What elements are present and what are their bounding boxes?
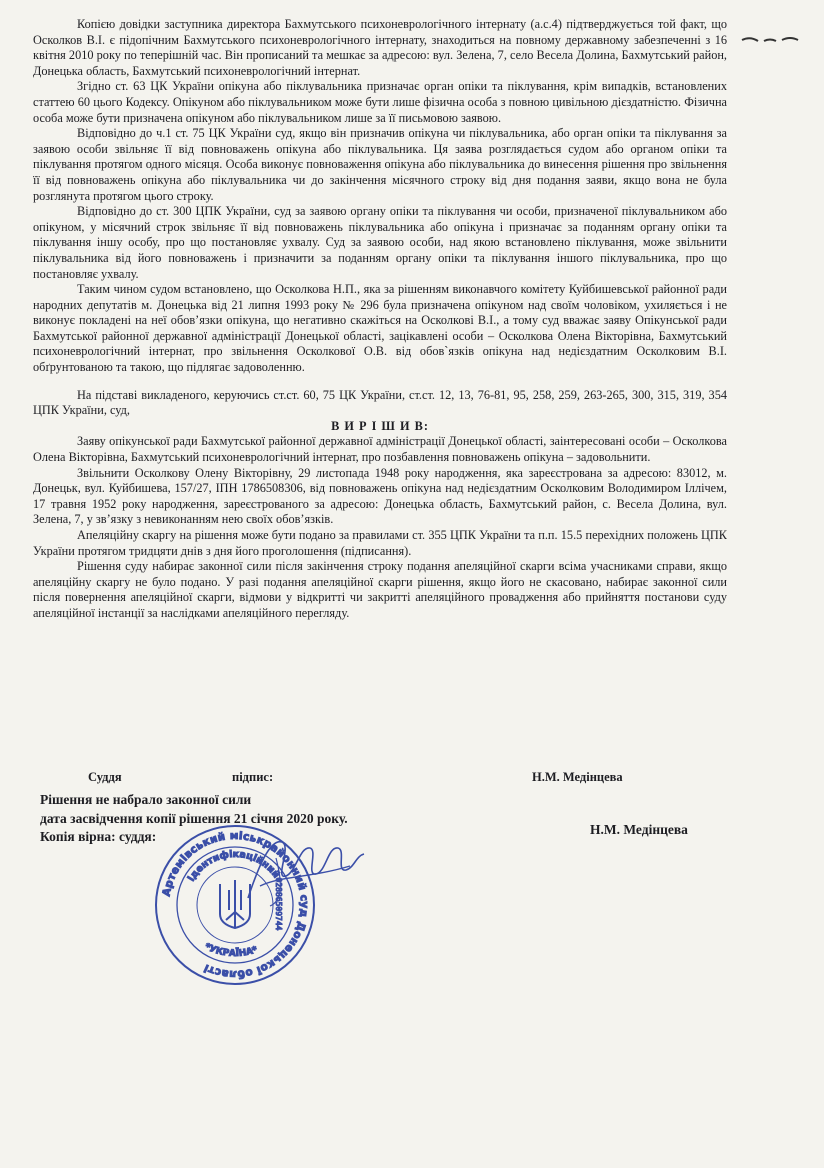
judge-name-copy: Н.М. Медінцева: [590, 822, 688, 837]
svg-text:*УКРАЇНА*: [203, 942, 259, 959]
paragraph-certificate: Копією довідки заступника директора Бахмутського психоневрологічного інтернату (а.с.4) підтверджується той факт, що Осколков В.І. є підопічним Бахмутського психоневрологічного інтернату, знаходиться на повному державному забезпеченні з 16 квітня 2010 року по теперішній час. Він прописаний та мешкає за адресою: вул. Зелена, 7, село Весела Долина, Бахмутський район, Донецька область, Бахмутський психоневрологічний інтернат.: [33, 17, 727, 78]
signature-label: підпис:: [232, 770, 274, 784]
not-in-force-note: Рішення не набрало законної сили: [40, 792, 252, 807]
decision-release: Звільнити Осколкову Олену Вікторівну, 29 листопада 1948 року народження, яка зареєстрована за адресою: 83012, м. Донецьк, вул. Куйбишева, 157/27, ІПН 1786508306, від повноважень опікуна над недієздатним Осколковим Володимиром Іллічем, 17 травня 1952 року народження, зареєстрованого за адресою: Донецька область, Бахмутський район, с. Весела Долина, вул. Зелена, 7, у зв’язку з невиконанням нею своїх обов’язків.: [33, 465, 727, 527]
paragraph-findings: Таким чином судом встановлено, що Осколкова Н.П., яка за рішенням виконавчого комітету Куйбишевської районної ради народних депутатів м. Донецька від 21 липня 1993 року № 296 була призначена опікуном над своїм чоловіком, ухиляється і не виконує покладені на неї обов’язки опікуна, що негативно скажіться на Осколкові В.І., а тому суд вважає заяву Опікунської ради Бахмутської районної державної адміністрації Донецької області, зацікавлені особи – Осколкова Олена Вікторівна, Бахмутський психоневрологічний інтернат, про звільнення Осколкової О.В. від обов`язків опікуна над недієздатним Осколковим В.І. обґрунтованою та такою, що підлягає задоволенню.: [33, 282, 727, 375]
decision-appeal: Апеляційну скаргу на рішення може бути подано за правилами ст. 355 ЦПК України та п.п. 15.5 перехідних положень ЦПК України протягом тридцяти днів з дня його проголошення (підписання).: [33, 528, 727, 558]
scan-artifact-mark: [740, 32, 800, 46]
stamp-inner-text: ідентифікаційний: [186, 848, 282, 884]
stamp-country-text: *УКРАЇНА*: [203, 942, 259, 960]
paragraph-art75: Відповідно до ч.1 ст. 75 ЦК України суд, якщо він призначив опікуна чи піклувальника, або орган опіки та піклування за заявою особи звільняє її від повноважень опікуна або піклувальника. Ця заява розглядається судом або органом опіки та піклування протягом одного місяця. Особа виконує повноваження опікуна або піклувальника до винесення рішення про звільнення її від повноважень опікуна або піклувальника чи до закінчення місячного строку від дня подання заяви, якщо вона не була розглянута протягом цього строку.: [33, 126, 727, 203]
copy-true-label: Копія вірна: суддя:: [40, 829, 157, 844]
verdict-heading: В И Р І Ш И В:: [331, 418, 429, 433]
paragraph-art63: Згідно ст. 63 ЦК України опікуна або піклувальника призначає орган опіки та піклування, крім випадків, встановлених статтею 60 цього Кодексу. Опікуном або піклувальником може бути лише фізична особа з повною цивільною дієздатністю. Фізична особа може бути призначена опікуном або піклувальником лише за її письмовою заявою.: [33, 79, 727, 125]
judge-label: Суддя: [88, 770, 122, 784]
document-body: [33, 17, 727, 622]
paragraph-legal-basis: На підставі викладеного, керуючись ст.ст. 60, 75 ЦК України, ст.ст. 12, 13, 76-81, 95, 258, 259, 263-265, 300, 315, 319, 354 ЦПК України, суд,: [33, 387, 727, 418]
stamp-code-text: 02886509744: [274, 877, 283, 931]
certified-date-note: дата засвідчення копії рішення 21 січня 2020 року.: [40, 811, 348, 826]
handwritten-signature: [240, 828, 370, 908]
stamp-outer-text: Артемівський міськрайонний суд Донецької області: [160, 829, 311, 981]
paragraph-art300: Відповідно до ст. 300 ЦПК України, суд за заявою органу опіки та піклування чи особи, призначеної піклувальником або опікуном, у місячний строк звільняє її від повноважень піклувальника або опікуна і призначає за поданням органу опіки та піклування іншу особу, про що постановляє ухвалу. Суд за заявою особи, над якою встановлено піклування, може звільнити піклувальника від його повноважень і призначити за поданням органу опіки та піклування іншого піклувальника, про що постановляє ухвалу.: [33, 204, 727, 281]
decision-entry-into-force: Рішення суду набирає законної сили після закінчення строку подання апеляційної скарги всіма учасниками справи, якщо апеляційну скаргу не було подано. У разі подання апеляційної скарги рішення, якщо його не скасовано, набирає законної сили після повернення апеляційної скарги, відмови у відкритті чи закритті апеляційного провадження або прийняття постанови суду апеляційної інстанції за наслідками апеляційного перегляду.: [33, 559, 727, 620]
decision-grant: Заяву опікунської ради Бахмутської районної державної адміністрації Донецької області, заінтересовані особи – Осколкова Олена Вікторівна, Бахмутський психоневрологічний інтернат, про позбавлення повноважень опікуна – задовольнити.: [33, 434, 727, 465]
judge-name: Н.М. Медінцева: [532, 770, 623, 784]
